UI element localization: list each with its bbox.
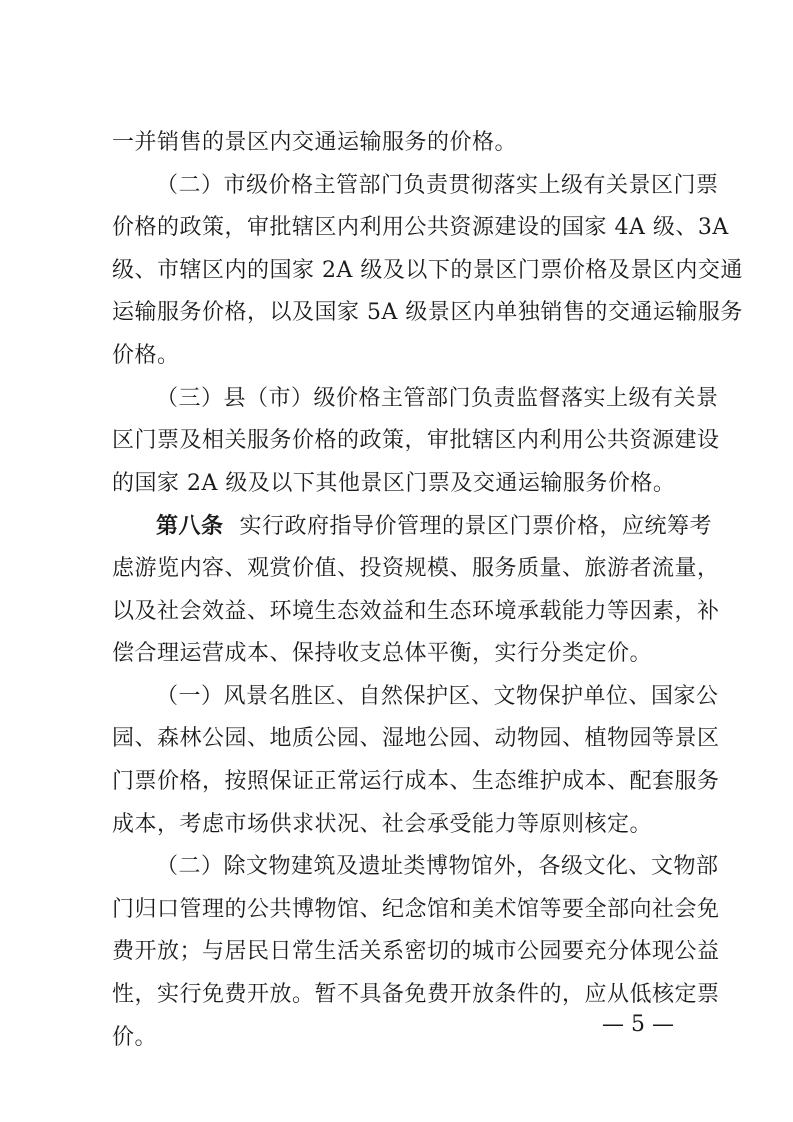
paragraph-line: 区门票及相关服务价格的政策，审批辖区内利用公共资源建设 xyxy=(112,428,720,453)
paragraph-line: （三）县（市）级价格主管部门负责监督落实上级有关景 xyxy=(156,386,719,411)
paragraph-line: （一）风景名胜区、自然保护区、文物保护单位、国家公 xyxy=(156,684,719,709)
paragraph-line: 性，实行免费开放。暂不具备免费开放条件的，应从低核定票 xyxy=(112,982,720,1007)
article-first-line xyxy=(156,511,713,542)
paragraph-line: 虑游览内容、观赏价值、投资规模、服务质量、旅游者流量， xyxy=(112,556,720,581)
paragraph-line: 成本，考虑市场供求状况、社会承受能力等原则核定。 xyxy=(112,812,653,837)
paragraph-line: 费开放；与居民日常生活关系密切的城市公园要充分体现公益 xyxy=(112,939,720,964)
paragraph-line: 价格的政策，审批辖区内利用公共资源建设的国家 4A 级、3A xyxy=(112,215,729,240)
paragraph-line: 偿合理运营成本、保持收支总体平衡，实行分类定价。 xyxy=(112,641,653,666)
paragraph-line: 园、森林公园、地质公园、湿地公园、动物园、植物园等景区 xyxy=(112,726,720,751)
paragraph-line: 价。 xyxy=(112,1025,158,1050)
page-number: — 5 — xyxy=(602,1012,674,1037)
paragraph-line: 门票价格，按照保证正常运行成本、生态维护成本、配套服务 xyxy=(112,769,720,794)
paragraph-line: 以及社会效益、环境生态效益和生态环境承载能力等因素，补 xyxy=(112,599,720,624)
paragraph-line: 一并销售的景区内交通运输服务的价格。 xyxy=(112,130,518,155)
paragraph-line: （二）除文物建筑及遗址类博物馆外，各级文化、文物部 xyxy=(156,854,719,879)
paragraph-line: 价格。 xyxy=(112,343,180,368)
paragraph-line-text: 实行政府指导价管理的景区门票价格，应统筹考 xyxy=(239,514,713,539)
paragraph-line: 的国家 2A 级及以下其他景区门票及交通运输服务价格。 xyxy=(112,471,676,496)
paragraph-line: 运输服务价格，以及国家 5A 级景区内单独销售的交通运输服务 xyxy=(112,300,743,325)
paragraph-line: 级、市辖区内的国家 2A 级及以下的景区门票价格及景区内交通 xyxy=(112,258,743,283)
paragraph-line: 门归口管理的公共博物馆、纪念馆和美术馆等要全部向社会免 xyxy=(112,897,720,922)
article-label: 第八条 xyxy=(156,513,224,539)
paragraph-line: （二）市级价格主管部门负责贯彻落实上级有关景区门票 xyxy=(156,173,719,198)
